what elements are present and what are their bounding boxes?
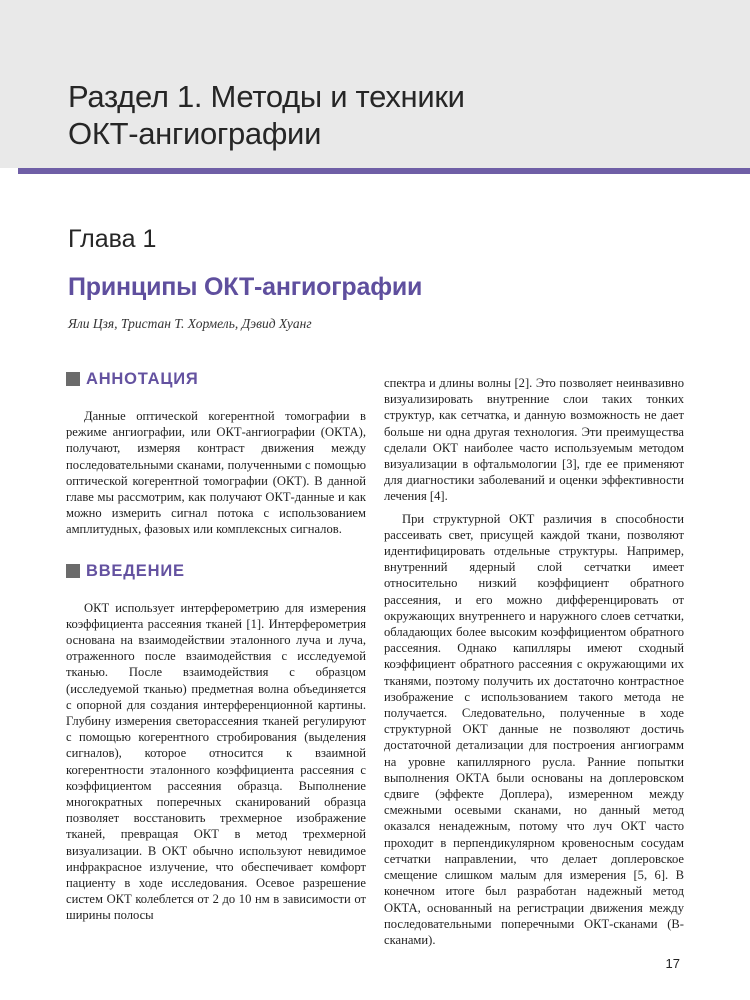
intro-heading-text: ВВЕДЕНИЕ <box>86 561 185 580</box>
intro-heading <box>66 560 366 582</box>
chapter-label: Глава 1 <box>68 225 157 253</box>
section-title-line-2: ОКТ-ангиографии <box>68 116 322 151</box>
heading-square-icon <box>66 564 80 578</box>
chapter-title: Принципы ОКТ-ангиографии <box>68 273 423 301</box>
right-column <box>384 375 684 948</box>
header-rule <box>18 168 750 174</box>
page-number: 17 <box>665 956 680 971</box>
heading-square-icon <box>66 372 80 386</box>
intro-paragraph-1-continued: спектра и длины волны [2]. Это позволяет неинвазивно визуализировать внутренние слои таких тонких структур, как сетчатка, и данную возможность не дает больше ни одна другая технология. Эти преимущества сделали ОКТ наиболее часто используемым методом визуализации в офтальмологии [3], где ее применяют для диагностики заболеваний и оценки эффективности лечения [4]. <box>384 376 684 504</box>
section-title-line-1: Раздел 1. Методы и техники <box>68 79 465 114</box>
left-column <box>66 368 366 924</box>
abstract-heading <box>66 368 366 390</box>
intro-paragraph-1: ОКТ использует интерферометрию для измерения коэффициента рассеяния тканей [1]. Интерферометрия основана на взаимодействии эталонного луча и луча, отраженного после взаимодействия с исследуемой тканью. После взаимодействия с образцом (исследуемой тканью) предметная волна объединяется с опорной для создания интерференционной картины. Глубину измерения светорассеяния тканей регулируют с помощью когерентного стробирования (выделения сигналов), которое относится к взаимной когерентности эталонного коэффициента рассеяния с коэффициентом рассеяния образца. Выполнение многократных поперечных сканирований образца позволяет восстановить трехмерное изображение тканей, превращая ОКТ в метод трехмерной визуализации. В ОКТ обычно используют невидимое инфракрасное излучение, что обеспечивает комфорт пациенту в ходе исследования. Осевое разрешение систем ОКТ колеблется от 2 до 10 нм в зависимости от ширины полосы <box>66 600 366 923</box>
authors: Яли Цзя, Тристан Т. Хормель, Дэвид Хуанг <box>68 316 312 331</box>
abstract-paragraph: Данные оптической когерентной томографии в режиме ангиографии, или ОКТ-ангиографии (ОКТА), получают, измеряя контраст движения между последовательными сканами, полученными с помощью оптической когерентной томографии (ОКТ). В данной главе мы рассмотрим, как получают ОКТ-данные и как можно измерить сигнал потока с использованием амплитудных, фазовых или комплексных сигналов. <box>66 409 366 537</box>
abstract-heading-text: АННОТАЦИЯ <box>86 369 199 388</box>
section-title <box>68 78 465 152</box>
intro-paragraph-2: При структурной ОКТ различия в способности рассеивать свет, присущей каждой ткани, позволяют идентифицировать отдельные структуры. Например, внутренний ядерный слой сетчатки имеет относительно низкий коэффициент обратного рассеяния, и его можно дифференцировать от окружающих внутреннего и наружного слоев сетчатки, обладающих более высоким коэффициентом обратного рассеяния. Однако капилляры имеют сходный коэффициент обратного рассеяния с окружающими их тканями, поэтому получить их достаточно контрастное изображение с использованием такого метода не получается. Следовательно, полученные в ходе структурной ОКТ данные не позволяют достичь достаточной детализации для построения ангиограмм на уровне капиллярного русла. Ранние попытки выполнения ОКТА были основаны на доплеровском сдвиге (эффекте Доплера), измеренном между смежными осевыми сканами, но данный метод оказался ненадежным, потому что луч ОКТ часто проходит в перпендикулярном кровеносным сосудам сетчатки направлении, что делает доплеровское смещение слишком малым для измерения [5, 6]. В конечном итоге был разработан надежный метод ОКТА, основанный на регистрации движения между последовательными поперечными ОКТ-сканами (B-сканами). <box>384 511 684 947</box>
